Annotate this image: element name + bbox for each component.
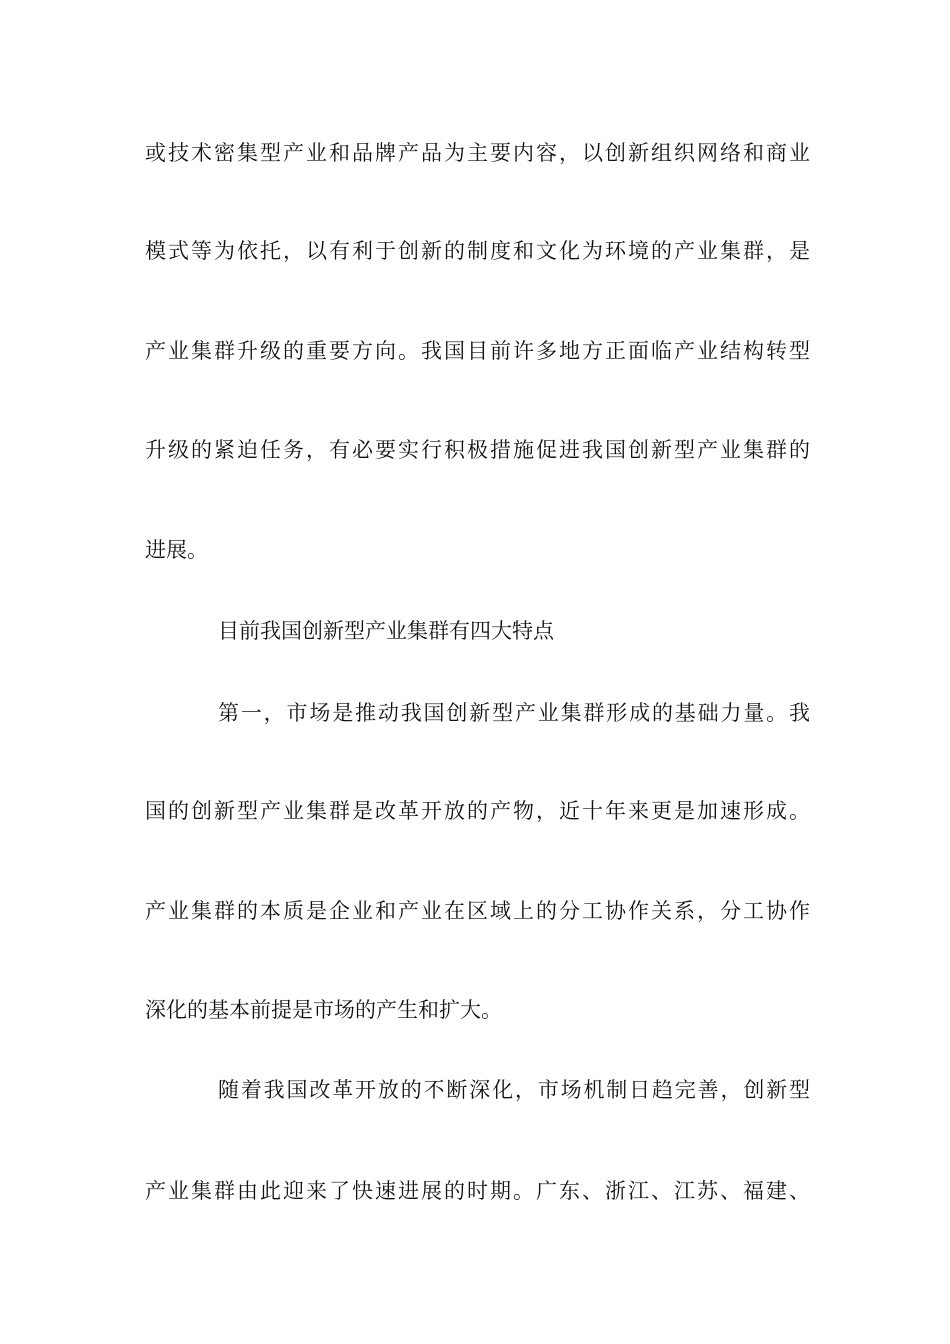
- body-text-line: 产业集群由此迎来了快速进展的时期。广东、浙江、江苏、福建、: [145, 1179, 810, 1203]
- body-text-line: 或技术密集型产业和品牌产品为主要内容，以创新组织网络和商业: [145, 141, 810, 165]
- body-text-line: 模式等为依托，以有利于创新的制度和文化为环境的产业集群，是: [145, 239, 810, 263]
- body-text-line: 产业集群的本质是企业和产业在区域上的分工协作关系，分工协作: [145, 899, 810, 923]
- body-text-line: 产业集群升级的重要方向。我国目前许多地方正面临产业结构转型: [145, 339, 810, 363]
- body-text-line: 国的创新型产业集群是改革开放的产物，近十年来更是加速形成。: [145, 799, 810, 823]
- body-text-line: 深化的基本前提是市场的产生和扩大。: [145, 998, 502, 1022]
- body-text-line: 升级的紧迫任务，有必要实行积极措施促进我国创新型产业集群的: [145, 438, 810, 462]
- section-heading: 目前我国创新型产业集群有四大特点: [218, 619, 554, 643]
- body-text-line: 随着我国改革开放的不断深化，市场机制日趋完善，创新型: [218, 1078, 810, 1102]
- body-text-line: 进展。: [145, 538, 208, 562]
- body-text-line: 第一，市场是推动我国创新型产业集群形成的基础力量。我: [218, 701, 810, 725]
